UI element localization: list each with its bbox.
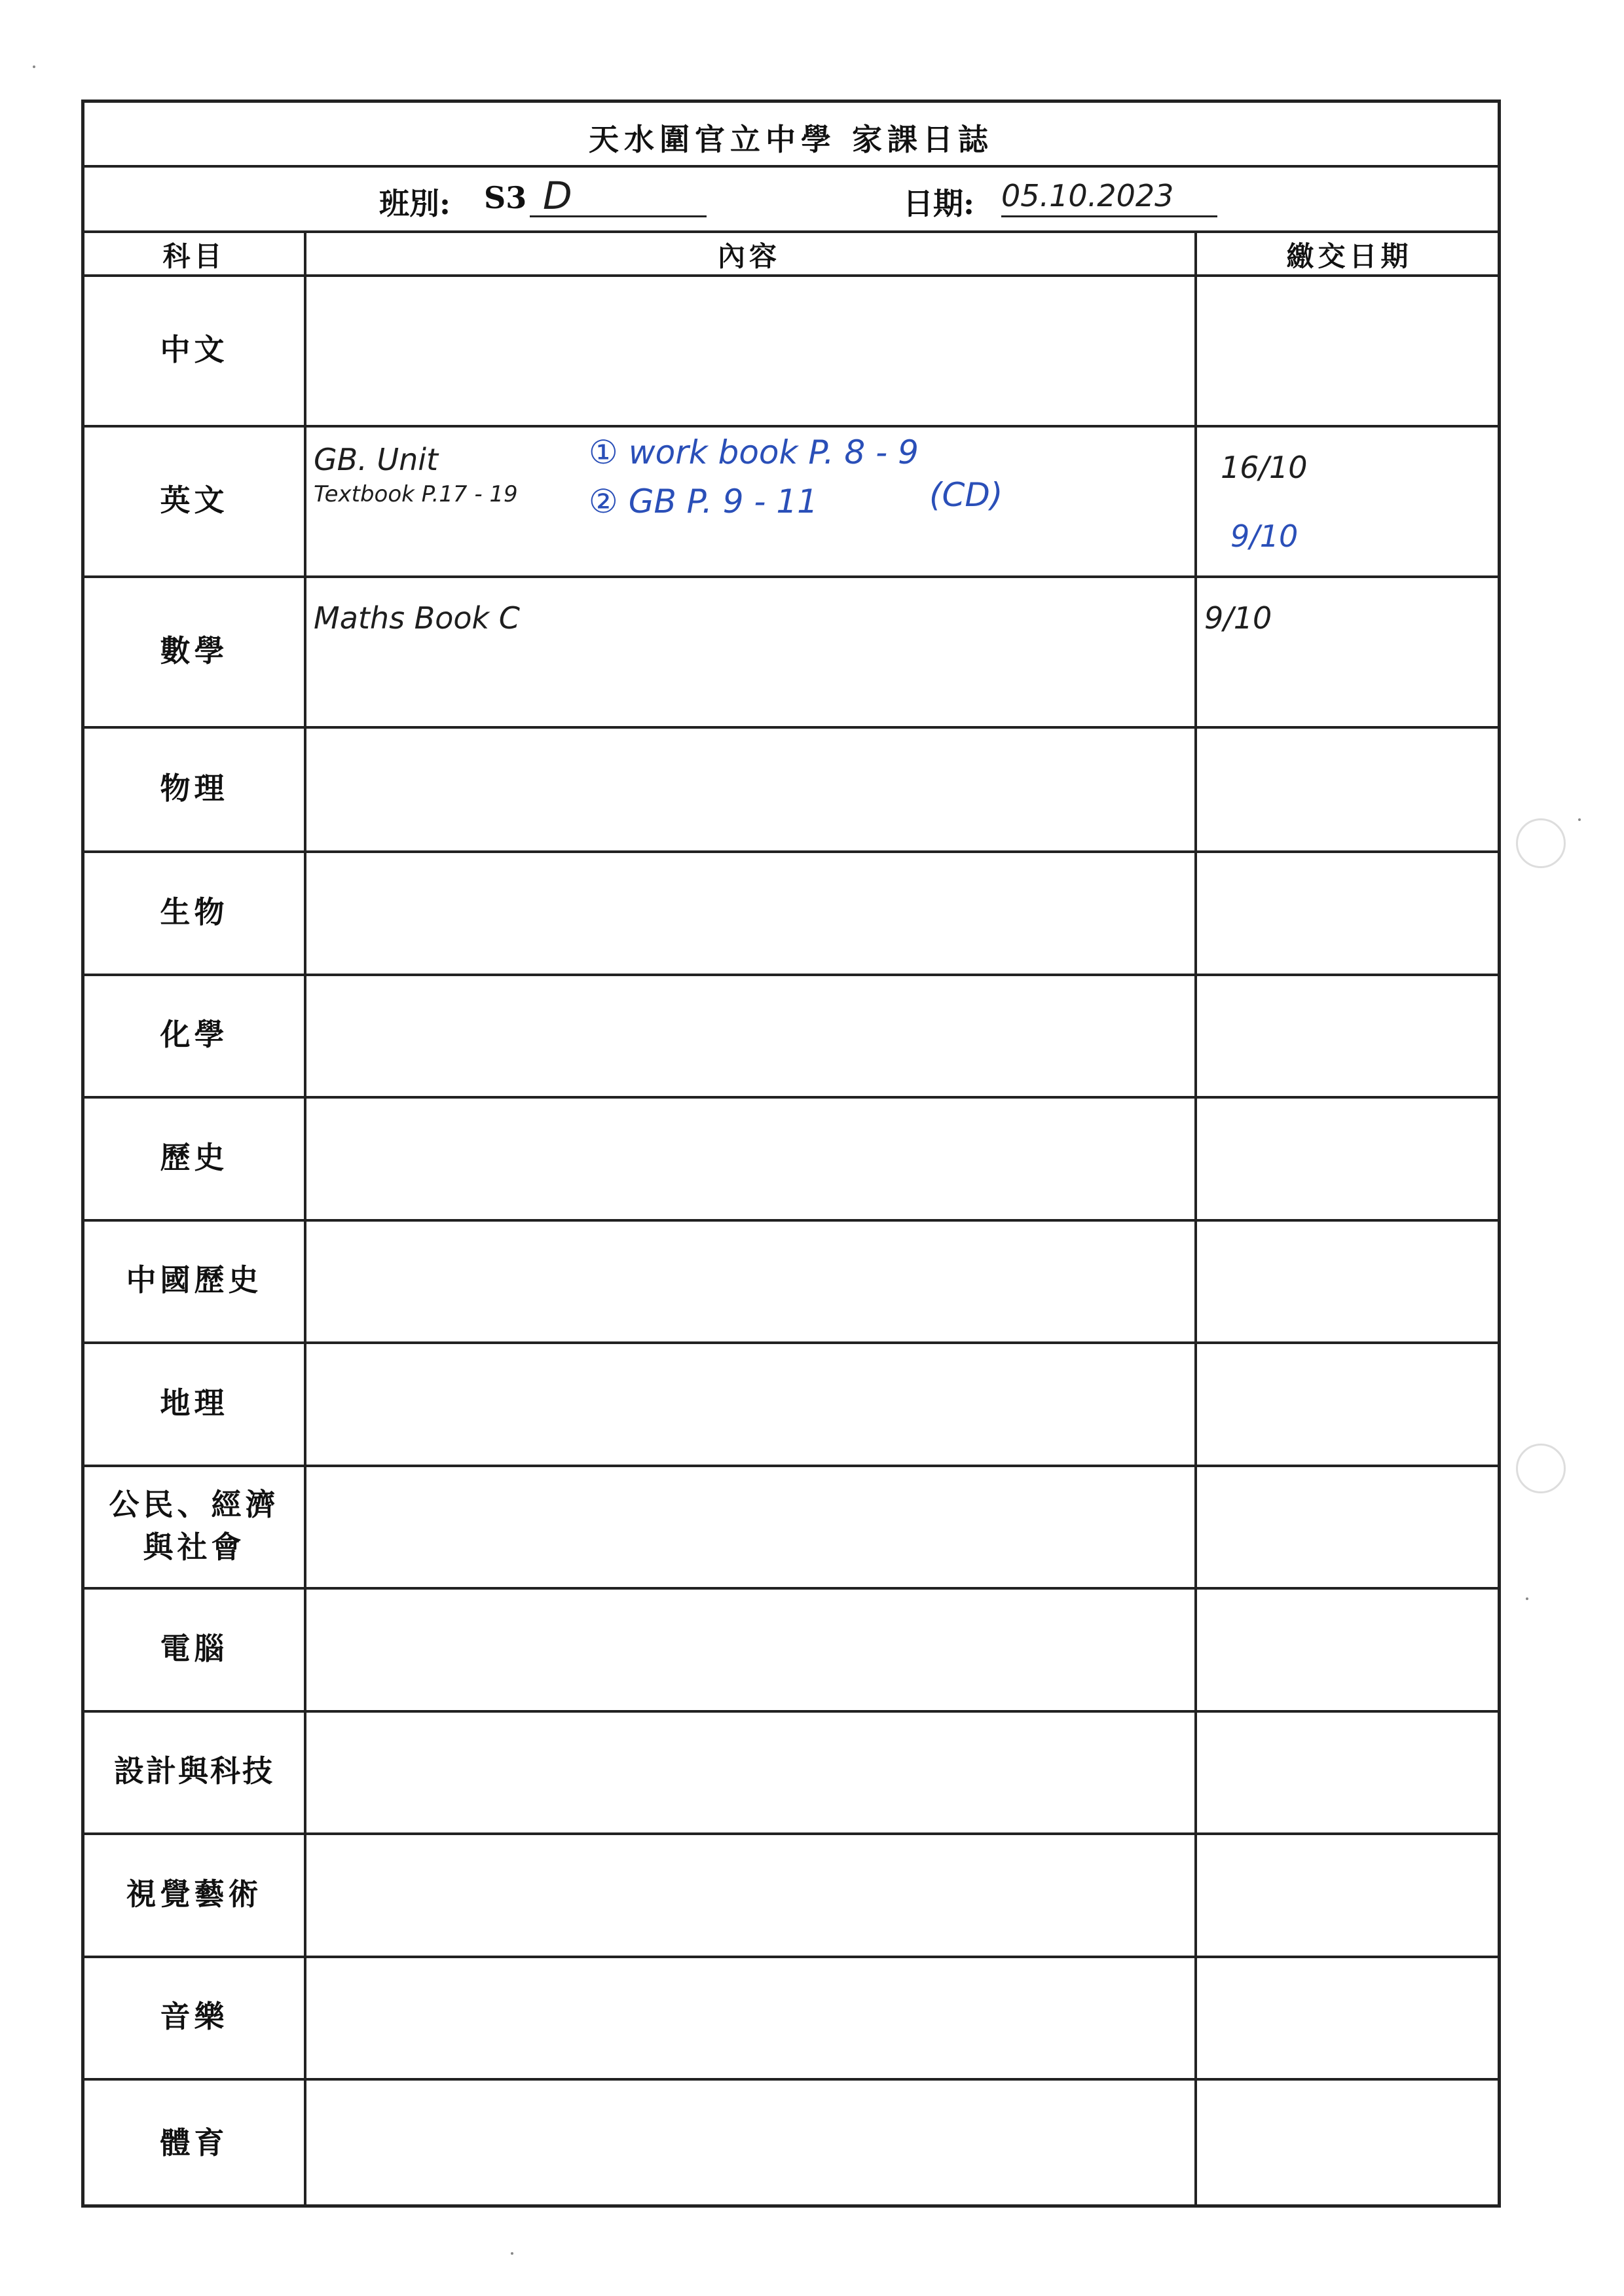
- english-content-line5: (CD): [929, 476, 1003, 514]
- date-underline: [1001, 215, 1217, 217]
- scan-speck: [511, 2252, 513, 2255]
- divider: [84, 230, 1498, 233]
- english-content-line1: GB. Unit: [314, 442, 439, 477]
- divider: [84, 165, 1498, 168]
- subject-music: 音樂: [160, 1999, 229, 2035]
- scan-speck: [1526, 1597, 1528, 1600]
- english-content-line3: ① work book P. 8 - 9: [589, 433, 919, 471]
- english-due-1: 16/10: [1221, 450, 1308, 485]
- maths-content-line1: Maths Book C: [314, 600, 520, 636]
- english-due-2: 9/10: [1230, 519, 1299, 554]
- subject-computer: 電腦: [160, 1630, 229, 1666]
- class-value: S3: [484, 180, 527, 215]
- column-header-due-date: 繳交日期: [1286, 240, 1412, 272]
- column-divider: [1194, 230, 1197, 2204]
- maths-due-1: 9/10: [1204, 600, 1272, 636]
- subject-geography: 地理: [160, 1385, 229, 1421]
- subject-visual-arts: 視覺藝術: [126, 1876, 263, 1912]
- subject-design-technology: 設計與科技: [114, 1753, 274, 1789]
- date-handwritten: 05.10.2023: [1001, 178, 1174, 213]
- binder-hole: [1516, 818, 1566, 868]
- english-content-line2: Textbook P.17 - 19: [314, 481, 518, 507]
- subject-english: 英文: [160, 482, 229, 518]
- class-label: 班別:: [379, 186, 451, 221]
- english-content-line4: ② GB P. 9 - 11: [589, 483, 818, 520]
- subject-pe: 體育: [160, 2124, 229, 2160]
- subject-maths: 數學: [160, 632, 229, 668]
- page-title: 天水圍官立中學 家課日誌: [588, 122, 993, 157]
- subject-chinese: 中文: [160, 331, 229, 367]
- class-handwritten: D: [543, 173, 572, 218]
- subject-chinese-history: 中國歷史: [126, 1262, 263, 1298]
- column-header-content: 內容: [717, 240, 781, 272]
- subject-history: 歷史: [160, 1139, 229, 1175]
- subject-citizenship-line1: 公民、經濟: [109, 1487, 280, 1523]
- subject-chemistry: 化學: [160, 1017, 229, 1053]
- subject-citizenship-line2: 與社會: [143, 1529, 246, 1565]
- subject-biology: 生物: [160, 894, 229, 930]
- scan-speck: [1578, 818, 1581, 821]
- scan-speck: [33, 65, 35, 68]
- homework-diary-table: [81, 100, 1501, 2208]
- subject-citizenship: [84, 1465, 304, 1587]
- binder-hole: [1516, 1444, 1566, 1493]
- column-divider: [304, 230, 306, 2204]
- date-label: 日期:: [903, 186, 974, 221]
- column-header-subject: 科目: [162, 240, 226, 272]
- subject-physics: 物理: [160, 770, 229, 806]
